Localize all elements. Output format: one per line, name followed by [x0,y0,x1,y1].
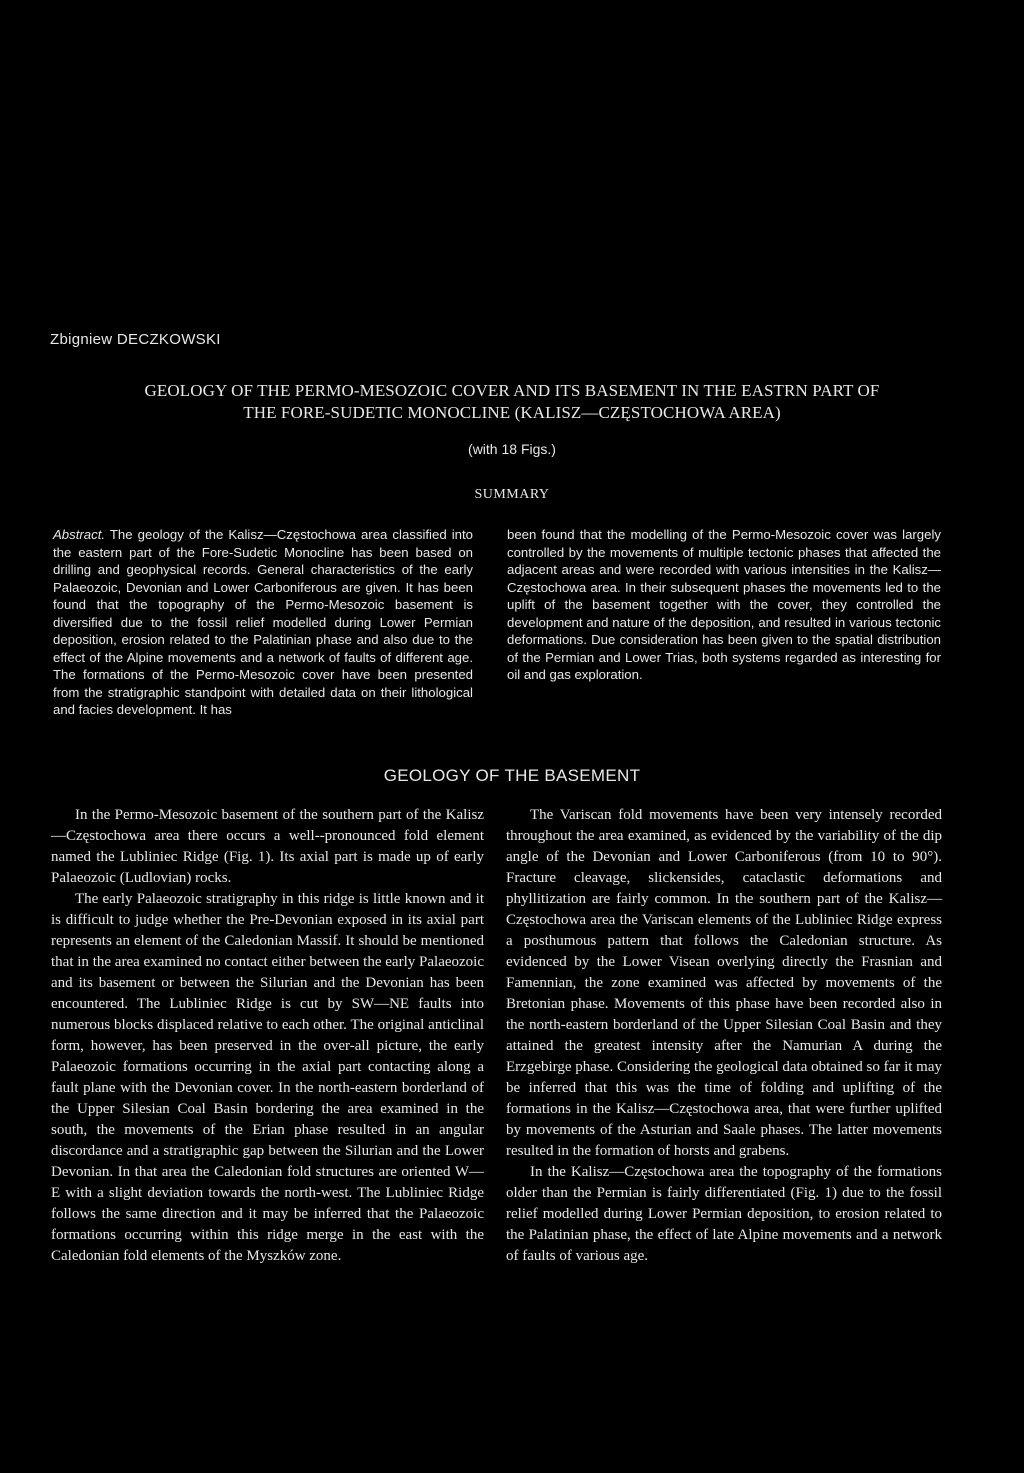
summary-heading: SUMMARY [474,487,550,502]
paper-title-line-2: THE FORE-SUDETIC MONOCLINE (KALISZ—CZĘSTOCHOWA AREA) [243,403,781,422]
abstract-right-text: been found that the modelling of the Permo-Mesozoic cover was largely controlled by the movements of multiple tectonic phases that affected the adjacent areas and were recorded with various intensities in the Kalisz—Częstochowa area. In their subsequent phases the movements led to the uplift of the basement together with the cover, they controlled the development and nature of the deposition, and resulted in various tectonic deformations. Due consideration has been given to the spatial distribution of the Permian and Lower Trias, both systems regarded as interesting for oil and gas exploration. [507,527,941,682]
paper-title [40,380,984,424]
abstract-left-column [53,526,473,719]
author-name: Zbigniew DECZKOWSKI [50,331,221,348]
abstract-label: Abstract. [53,527,106,542]
body-left-column [51,805,484,1267]
body-paragraph: In the Kalisz—Częstochowa area the topography of the formations older than the Permian is fairly differentiated (Fig. 1) due to the fossil relief modelled during Lower Permian deposition, to erosion related to the Palatinian phase, the effect of late Alpine movements and a network of faults of various age. [506,1164,942,1264]
body-paragraph: In the Permo-Mesozoic basement of the southern part of the Kalisz—Częstochowa area there occurs a well--pronounced fold element named the Lubliniec Ridge (Fig. 1). Its axial part is made up of early Palaeozoic (Ludlovian) rocks. [51,807,484,886]
abstract-left-text: The geology of the Kalisz—Częstochowa area classified into the eastern part of the Fore-Sudetic Monocline has been based on drilling and geophysical records. General characteristics of the early Palaeozoic, Devonian and Lower Carboniferous are given. It has been found that the topography of the Permo-Mesozoic basement is diversified due to the fossil relief modelled during Lower Permian deposition, erosion related to the Palatinian phase and also due to the effect of the Alpine movements and a network of faults of different age. The formations of the Permo-Mesozoic cover have been presented from the stratigraphic standpoint with detailed data on their lithological and facies development. It has [53,527,473,717]
paper-title-line-1: GEOLOGY OF THE PERMO-MESOZOIC COVER AND ITS BASEMENT IN THE EASTRN PART OF [144,381,880,400]
body-paragraph: The Variscan fold movements have been very intensely recorded throughout the area examined, as evidenced by the variability of the dip angle of the Devonian and Lower Carboniferous (from 10 to 90°). Fracture cleavage, slickensides, cataclastic deformations and phyllitization are fairly common. In the southern part of the Kalisz—Częstochowa area the Variscan elements of the Lubliniec Ridge express a posthumous pattern that follows the Caledonian structure. As evidenced by the Lower Visean overlying directly the Frasnian and Famennian, the zone examined was affected by movements of the Bretonian phase. Movements of this phase have been recorded also in the north-eastern borderland of the Upper Silesian Coal Basin and they attained the greatest intensity after the Namurian A during the Erzgebirge phase. Considering the geological data obtained so far it may be inferred that this was the time of folding and uplifting of the formations in the Kalisz—Częstochowa area, that were further uplifted by movements of the Asturian and Saale phases. The latter movements resulted in the formation of horsts and grabens. [506,807,942,1159]
section-heading: GEOLOGY OF THE BASEMENT [383,766,641,785]
abstract-right-column [507,526,941,684]
figures-note: (with 18 Figs.) [468,441,556,457]
body-paragraph: The early Palaeozoic stratigraphy in this ridge is little known and it is difficult to judge whether the Pre-Devonian exposed in its axial part represents an element of the Caledonian Massif. It should be mentioned that in the area examined no contact either between the early Palaeozoic and its basement or between the Silurian and the Devonian has been encountered. The Lubliniec Ridge is cut by SW—NE faults into numerous blocks displaced relative to each other. The original anticlinal form, however, has been preserved in the over-all picture, the early Palaeozoic formations occurring in the axial part contacting along a fault plane with the Devonian cover. In the north-eastern borderland of the Upper Silesian Coal Basin bordering the area examined in the south, the movements of the Erian phase resulted in an angular discordance and a stratigraphic gap between the Silurian and the Lower Devonian. In that area the Caledonian fold structures are oriented W—E with a slight deviation towards the north-west. The Lubliniec Ridge follows the same direction and it may be inferred that the Palaeozoic formations occurring within this ridge merge in the east with the Caledonian fold elements of the Myszków zone. [51,891,484,1264]
body-right-column [506,805,942,1267]
